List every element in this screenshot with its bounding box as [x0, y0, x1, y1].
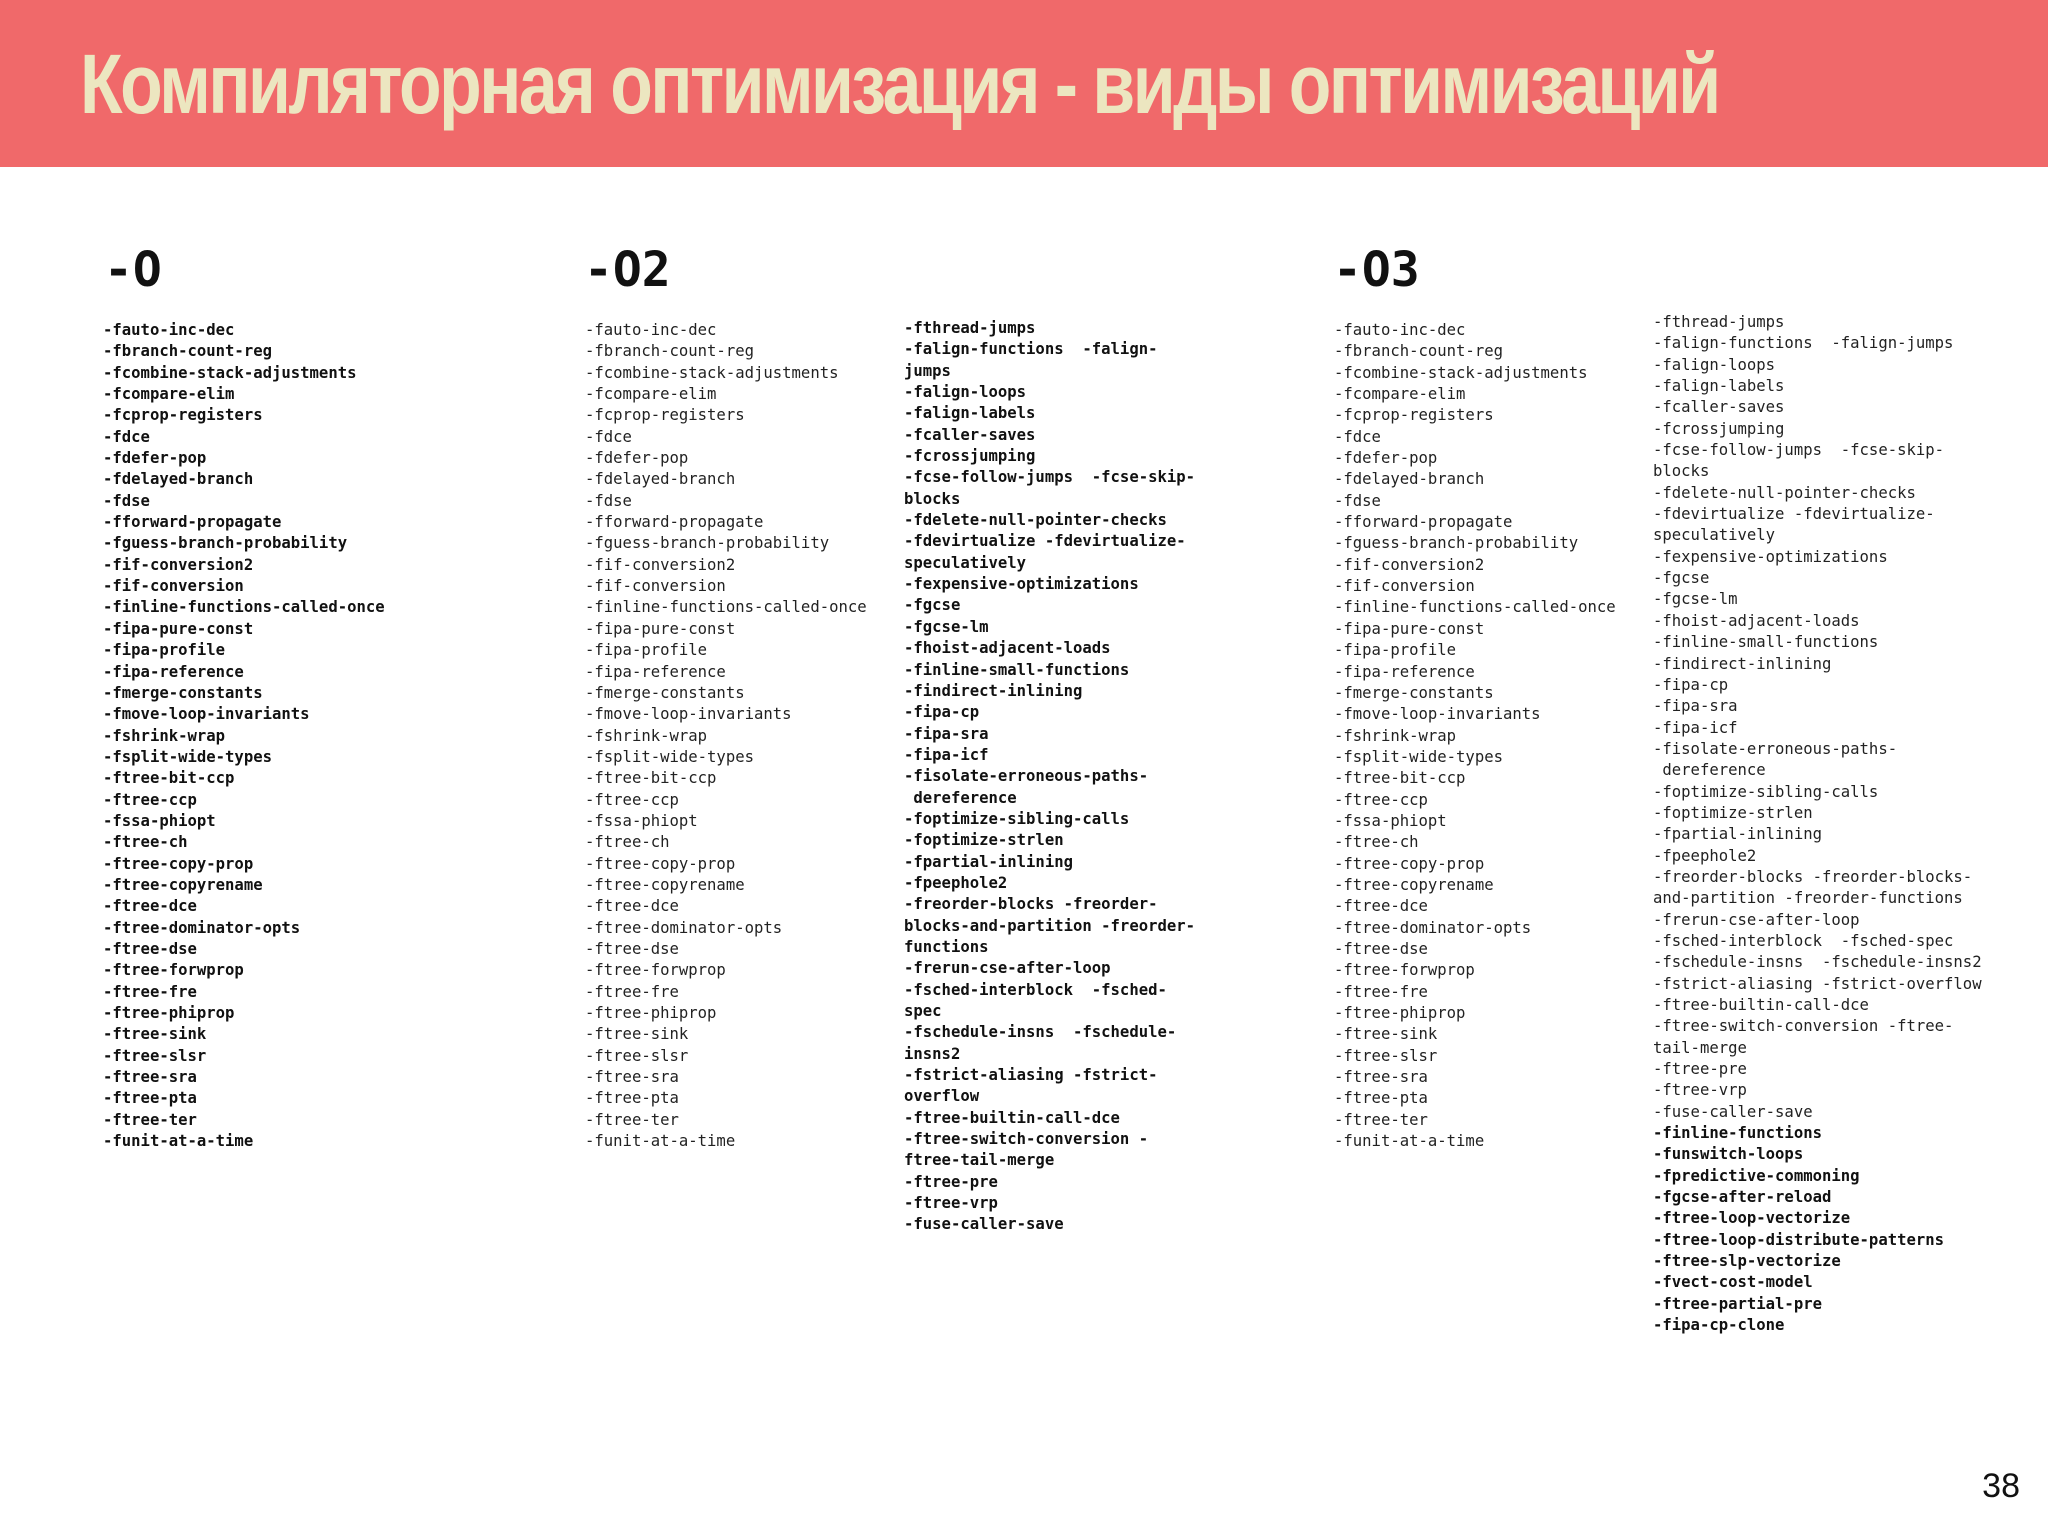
flag-item: -falign-loops	[1653, 355, 1776, 374]
flag-item: -ftree-copy-prop	[1334, 854, 1485, 873]
flag-item: -foptimize-strlen	[1653, 803, 1813, 822]
flag-item: -ftree-copyrename	[585, 875, 745, 894]
flag-item: -ftree-bit-ccp	[103, 769, 235, 788]
flag-item: -ftree-sink	[103, 1025, 207, 1044]
flag-item: -ftree-pre	[904, 1172, 998, 1191]
heading-o3: -O3	[1333, 242, 1420, 298]
flag-item: -finline-small-functions	[904, 660, 1130, 679]
o2-inherited-flags-list	[585, 320, 885, 1152]
flag-item: -fmerge-constants	[585, 683, 745, 702]
flag-item: -fvect-cost-model	[1653, 1273, 1813, 1292]
flag-item: -fdelayed-branch	[1334, 470, 1485, 489]
flag-item: -finline-functions-called-once	[1334, 598, 1616, 617]
flag-item: -freorder-blocks -freorder-blocks-and-partition -freorder-functions	[1653, 867, 1973, 908]
flag-item: -fpeephole2	[1653, 846, 1757, 865]
flag-item: -fthread-jumps	[904, 319, 1036, 337]
flag-item: -fcombine-stack-adjustments	[1334, 363, 1588, 382]
flag-item: -ftree-bit-ccp	[1334, 769, 1466, 788]
flag-item: -fisolate-erroneous-paths- dereference	[1653, 739, 1898, 780]
o-flags-list	[103, 320, 543, 1152]
flag-item: -fipa-profile	[103, 641, 226, 660]
flag-item: -fhoist-adjacent-loads	[904, 639, 1111, 658]
flag-item: -falign-functions -falign-jumps	[904, 340, 1158, 380]
flag-item: -fbranch-count-reg	[1334, 342, 1503, 361]
flag-item: -fauto-inc-dec	[1334, 321, 1466, 339]
flag-item: -fdce	[585, 427, 632, 446]
flag-item: -fdefer-pop	[585, 449, 689, 468]
flag-item: -fsplit-wide-types	[585, 747, 754, 766]
flag-item: -fcprop-registers	[585, 406, 745, 425]
flag-item: -fipa-cp-clone	[1653, 1316, 1785, 1335]
flag-item: -ftree-forwprop	[1334, 961, 1475, 980]
flag-item: -fexpensive-optimizations	[1653, 547, 1888, 566]
flag-item: -falign-functions -falign-jumps	[1653, 334, 1954, 353]
flag-item: -fgcse-after-reload	[1653, 1188, 1832, 1207]
flag-item: -fdse	[585, 491, 632, 510]
flag-item: -fcompare-elim	[103, 385, 235, 404]
flag-item: -fpartial-inlining	[1653, 825, 1822, 844]
flag-item: -fcrossjumping	[1653, 419, 1785, 438]
flag-item: -fdelayed-branch	[585, 470, 736, 489]
flag-item: -fipa-pure-const	[1334, 619, 1485, 638]
flag-item: -ftree-phiprop	[103, 1004, 235, 1022]
flag-item: -fforward-propagate	[103, 513, 282, 532]
flag-item: -fif-conversion2	[1334, 555, 1485, 574]
flag-item: -ftree-bit-ccp	[585, 769, 717, 788]
o2-added-flags-list	[904, 318, 1204, 1236]
flag-item: -ftree-ccp	[1334, 790, 1428, 809]
flag-item: -fuse-caller-save	[904, 1215, 1064, 1234]
flag-item: -fsched-interblock -fsched-spec	[904, 980, 1167, 1020]
flag-item: -fauto-inc-dec	[103, 321, 235, 339]
flag-item: -fisolate-erroneous-paths- dereference	[904, 767, 1149, 807]
flag-item: -funit-at-a-time	[103, 1132, 254, 1151]
flag-item: -ftree-dominator-opts	[585, 918, 783, 937]
flag-item: -ftree-dce	[1334, 897, 1428, 916]
flag-item: -ftree-fre	[585, 982, 679, 1001]
flag-item: -ftree-slsr	[103, 1046, 207, 1065]
flag-item: -ftree-copyrename	[103, 875, 263, 894]
flag-item: -fbranch-count-reg	[585, 342, 754, 361]
flag-item: -ftree-dominator-opts	[103, 918, 301, 937]
flag-item: -ftree-vrp	[1653, 1081, 1747, 1100]
o3-flags-list	[1653, 312, 1993, 1337]
flag-item: -fif-conversion	[103, 577, 244, 596]
flag-item: -fdevirtualize -fdevirtualize-speculatively	[904, 532, 1186, 572]
flag-item: -fdse	[103, 491, 150, 510]
flag-item: -fipa-profile	[585, 641, 708, 660]
flag-item: -fdelete-null-pointer-checks	[904, 511, 1167, 530]
flag-item: -fshrink-wrap	[103, 726, 226, 745]
flag-item: -fipa-icf	[1653, 718, 1738, 737]
flag-item: -fcaller-saves	[1653, 398, 1785, 417]
flag-item: -ftree-ch	[1334, 833, 1419, 852]
flag-item: -fcrossjumping	[904, 447, 1036, 466]
flag-item: -ftree-fre	[1334, 982, 1428, 1001]
flag-item: -fdse	[1334, 491, 1381, 510]
flag-item: -fdelete-null-pointer-checks	[1653, 483, 1916, 502]
flag-item: -fsplit-wide-types	[1334, 747, 1503, 766]
flag-item: -ftree-pta	[585, 1089, 679, 1108]
flag-item: -fsplit-wide-types	[103, 747, 272, 766]
flag-item: -ftree-dse	[1334, 939, 1428, 958]
flag-item: -fcaller-saves	[904, 425, 1036, 444]
flag-item: -fforward-propagate	[585, 513, 764, 532]
flag-item: -fmove-loop-invariants	[1334, 705, 1541, 724]
flag-item: -fgcse-lm	[1653, 590, 1738, 609]
flag-item: -ftree-ch	[585, 833, 670, 852]
flag-item: -fssa-phiopt	[585, 811, 698, 830]
flag-item: -foptimize-sibling-calls	[904, 809, 1130, 828]
flag-item: -fcprop-registers	[1334, 406, 1494, 425]
flag-item: -fschedule-insns -fschedule-insns2	[1653, 953, 1982, 972]
flag-item: -finline-functions-called-once	[585, 598, 867, 617]
flag-item: -ftree-copyrename	[1334, 875, 1494, 894]
flag-item: -ftree-dominator-opts	[1334, 918, 1532, 937]
flag-item: -fguess-branch-probability	[585, 534, 830, 553]
flag-item: -falign-labels	[904, 404, 1036, 423]
flag-item: -ftree-slsr	[1334, 1046, 1438, 1065]
flag-item: -fdce	[103, 427, 150, 446]
flag-item: -fbranch-count-reg	[103, 342, 272, 361]
flag-item: -fmove-loop-invariants	[103, 705, 310, 724]
flag-item: -ftree-ter	[1334, 1110, 1428, 1129]
flag-item: -fipa-icf	[904, 745, 989, 764]
flag-item: -fdevirtualize -fdevirtualize-speculatively	[1653, 505, 1935, 545]
flag-item: -fipa-sra	[904, 724, 989, 743]
o3-inherited-flags-list	[1334, 320, 1634, 1152]
flag-item: -falign-labels	[1653, 377, 1785, 396]
flag-item: -ftree-vrp	[904, 1194, 998, 1213]
flag-item: -ftree-dce	[103, 897, 197, 916]
flag-item: -freorder-blocks -freorder-blocks-and-partition -freorder-functions	[904, 895, 1196, 956]
flag-item: -finline-functions-called-once	[103, 598, 385, 617]
flag-item: -ftree-sink	[1334, 1025, 1438, 1044]
heading-o2: -O2	[584, 242, 671, 298]
flag-item: -ftree-dce	[585, 897, 679, 916]
flag-item: -ftree-slsr	[585, 1046, 689, 1065]
flag-item: -falign-loops	[904, 383, 1027, 402]
flag-item: -findirect-inlining	[904, 681, 1083, 700]
flag-item: -fipa-sra	[1653, 697, 1738, 716]
flag-item: -ftree-ccp	[585, 790, 679, 809]
flag-item: -fmove-loop-invariants	[585, 705, 792, 724]
flag-item: -fif-conversion	[585, 577, 726, 596]
flag-item: -fipa-pure-const	[103, 619, 254, 638]
flag-item: -ftree-fre	[103, 982, 197, 1001]
flag-item: -fipa-cp	[904, 703, 980, 722]
flag-item: -ftree-loop-vectorize	[1653, 1209, 1851, 1228]
flag-item: -ftree-ter	[585, 1110, 679, 1129]
flag-item: -fmerge-constants	[1334, 683, 1494, 702]
slide-title: Компиляторная оптимизация - виды оптимизаций	[80, 37, 1719, 131]
flag-item: -ftree-pre	[1653, 1060, 1747, 1079]
flag-item: -fgcse	[904, 596, 961, 615]
flag-item: -fdelayed-branch	[103, 470, 254, 489]
flag-item: -funit-at-a-time	[1334, 1132, 1485, 1151]
flag-item: -fguess-branch-probability	[1334, 534, 1579, 553]
flag-item: -ftree-builtin-call-dce	[904, 1108, 1120, 1127]
flag-item: -fcse-follow-jumps -fcse-skip-blocks	[904, 468, 1196, 508]
flag-item: -fpredictive-commoning	[1653, 1166, 1860, 1185]
flag-item: -fuse-caller-save	[1653, 1102, 1813, 1121]
flag-item: -funit-at-a-time	[585, 1132, 736, 1151]
flag-item: -fif-conversion	[1334, 577, 1475, 596]
flag-item: -fpeephole2	[904, 873, 1008, 892]
flag-item: -ftree-copy-prop	[103, 854, 254, 873]
flag-item: -fipa-reference	[1334, 662, 1475, 681]
flag-item: -fssa-phiopt	[103, 811, 216, 830]
flag-item: -ftree-pta	[103, 1089, 197, 1108]
flag-item: -ftree-ch	[103, 833, 188, 852]
flag-item: -ftree-pta	[1334, 1089, 1428, 1108]
flag-item: -fhoist-adjacent-loads	[1653, 611, 1860, 630]
flag-item: -fif-conversion2	[585, 555, 736, 574]
flag-item: -ftree-dse	[585, 939, 679, 958]
flag-item: -fschedule-insns -fschedule-insns2	[904, 1023, 1177, 1063]
flag-item: -fshrink-wrap	[1334, 726, 1457, 745]
flag-item: -fcompare-elim	[585, 385, 717, 404]
flag-item: -ftree-copy-prop	[585, 854, 736, 873]
page-number: 38	[1982, 1467, 2020, 1505]
flag-item: -ftree-sra	[585, 1068, 679, 1087]
flag-item: -fcombine-stack-adjustments	[585, 363, 839, 382]
flag-item: -frerun-cse-after-loop	[1653, 910, 1860, 929]
flag-item: -ftree-phiprop	[585, 1004, 717, 1022]
flag-item: -fcprop-registers	[103, 406, 263, 425]
flag-item: -fipa-pure-const	[585, 619, 736, 638]
flag-item: -fpartial-inlining	[904, 852, 1073, 871]
flag-item: -fstrict-aliasing -fstrict-overflow	[904, 1066, 1158, 1106]
flag-item: -ftree-partial-pre	[1653, 1294, 1822, 1313]
flag-item: -fstrict-aliasing -fstrict-overflow	[1653, 974, 1982, 993]
flag-item: -fexpensive-optimizations	[904, 575, 1139, 594]
flag-item: -funswitch-loops	[1653, 1145, 1804, 1164]
flag-item: -fif-conversion2	[103, 555, 254, 574]
heading-o: -O	[104, 242, 162, 298]
flag-item: -foptimize-strlen	[904, 831, 1064, 850]
flag-item: -fmerge-constants	[103, 683, 263, 702]
flag-item: -ftree-dse	[103, 939, 197, 958]
flag-item: -fsched-interblock -fsched-spec	[1653, 931, 1954, 950]
flag-item: -foptimize-sibling-calls	[1653, 782, 1879, 801]
flag-item: -fcse-follow-jumps -fcse-skip-blocks	[1653, 441, 1945, 481]
flag-item: -fgcse-lm	[904, 617, 989, 636]
flag-item: -ftree-sra	[103, 1068, 197, 1087]
flag-item: -ftree-builtin-call-dce	[1653, 996, 1869, 1014]
flag-item: -fthread-jumps	[1653, 313, 1785, 331]
flag-item: -ftree-forwprop	[585, 961, 726, 980]
flag-item: -ftree-sink	[585, 1025, 689, 1044]
flag-item: -fdce	[1334, 427, 1381, 446]
flag-item: -ftree-ccp	[103, 790, 197, 809]
flag-item: -fshrink-wrap	[585, 726, 708, 745]
flag-item: -fipa-reference	[103, 662, 244, 681]
flag-item: -fipa-profile	[1334, 641, 1457, 660]
flag-item: -fipa-reference	[585, 662, 726, 681]
flag-item: -fforward-propagate	[1334, 513, 1513, 532]
flag-item: -fssa-phiopt	[1334, 811, 1447, 830]
flag-item: -frerun-cse-after-loop	[904, 959, 1111, 978]
flag-item: -ftree-switch-conversion -ftree-tail-merge	[904, 1130, 1149, 1170]
flag-item: -ftree-phiprop	[1334, 1004, 1466, 1022]
flag-item: -findirect-inlining	[1653, 654, 1832, 673]
flag-item: -fcombine-stack-adjustments	[103, 363, 357, 382]
flag-item: -fgcse	[1653, 569, 1710, 588]
flag-item: -fguess-branch-probability	[103, 534, 348, 553]
flag-item: -finline-functions	[1653, 1124, 1822, 1143]
flag-item: -fdefer-pop	[1334, 449, 1438, 468]
flag-item: -ftree-sra	[1334, 1068, 1428, 1087]
flag-item: -fcompare-elim	[1334, 385, 1466, 404]
flag-item: -fauto-inc-dec	[585, 321, 717, 339]
flag-item: -finline-small-functions	[1653, 633, 1879, 652]
flag-item: -ftree-forwprop	[103, 961, 244, 980]
flag-item: -ftree-ter	[103, 1110, 197, 1129]
flag-item: -ftree-switch-conversion -ftree-tail-merge	[1653, 1017, 1954, 1057]
flag-item: -ftree-slp-vectorize	[1653, 1252, 1841, 1271]
flag-item: -fipa-cp	[1653, 675, 1729, 694]
flag-item: -fdefer-pop	[103, 449, 207, 468]
flag-item: -ftree-loop-distribute-patterns	[1653, 1230, 1945, 1249]
